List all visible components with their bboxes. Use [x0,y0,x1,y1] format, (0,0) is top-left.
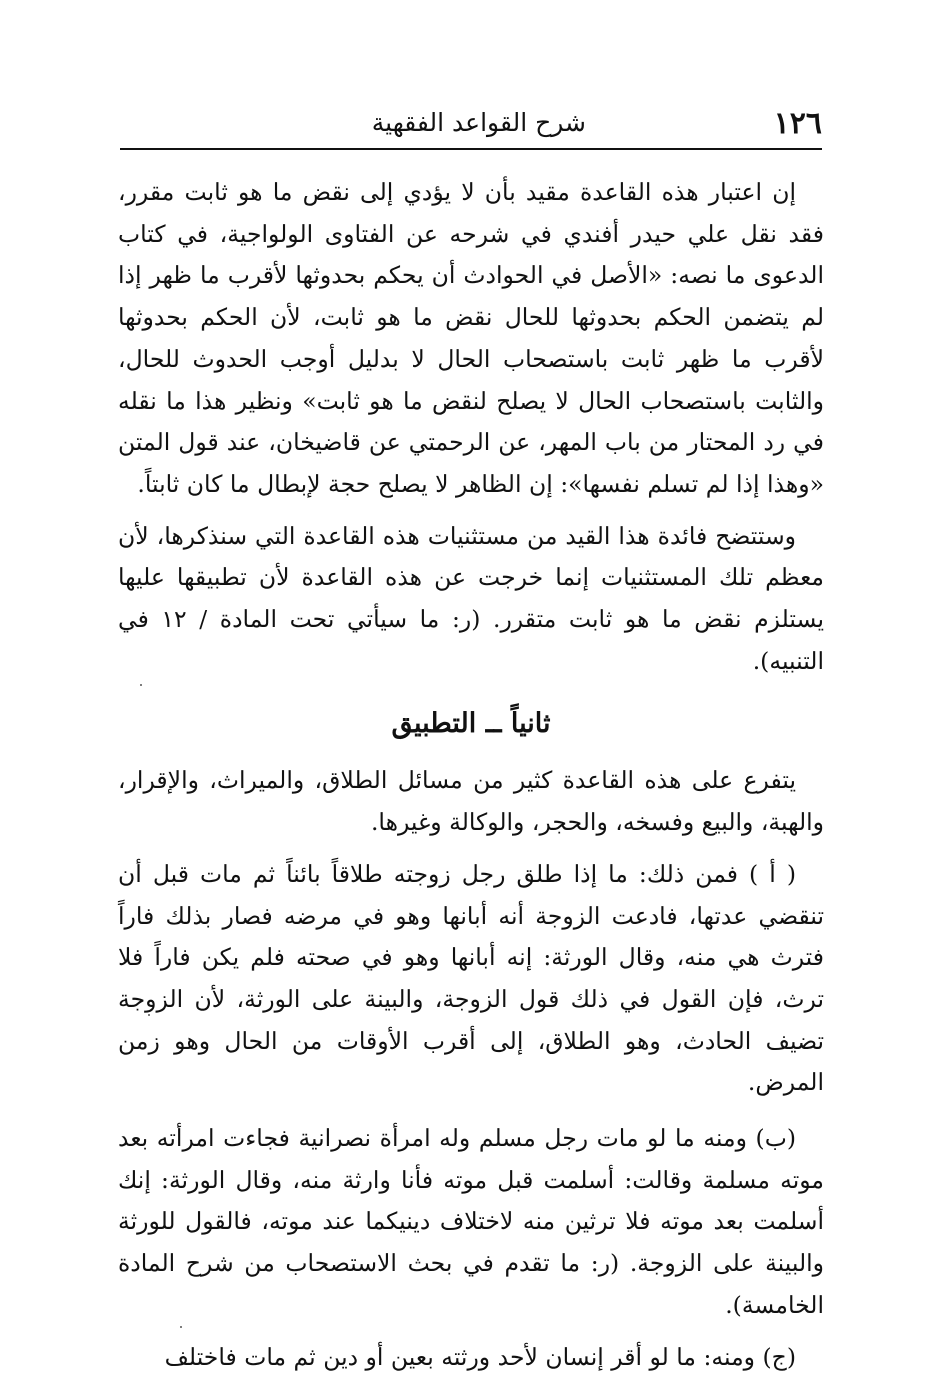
scan-speck [148,1014,150,1016]
page-body [118,172,824,1378]
paragraph-rule-condition: إن اعتبار هذه القاعدة مقيد بأن لا يؤدي إلى نقض ما هو ثابت مقرر، فقد نقل علي حيدر أفندي في شرحه عن الفتاوى الولواجية، في كتاب الدعوى ما نصه: «الأصل في الحوادث أن يحكم بحدوثها لأقرب ما ظهر إذا لم يتضمن الحكم بحدوثها للحال نقض ما هو ثابت، لأن الحكم بحدوثها لأقرب ما ظهر ثابت باستصحاب الحال لا بدليل أوجب الحدوث للحال، والثابت باستصحاب الحال لا يصلح لنقض ما هو ثابت» ونظير هذا ما نقله في رد المحتار من باب المهر، عن الرحمتي عن قاضيخان، عند قول المتن «وهذا إذا لم تسلم نفسها»: إن الظاهر لا يصلح حجة لإبطال ما كان ثابتاً. [118,178,824,498]
paragraph-example-a: ( أ ) فمن ذلك: ما إذا طلق رجل زوجته طلاقاً بائناً ثم مات قبل أن تنقضي عدتها، فادعت الزوجة أنه أبانها وهو في مرضه فصار بذلك فاراً فترث هي منه، وقال الورثة: إنه أبانها وهو في صحته فلم يكن فاراً فلا ترث، فإن القول في ذلك قول الزوجة، والبينة على الورثة، لأن الزوجة تضيف الحادث، وهو الطلاق، إلى أقرب الأوقات من الحال وهو زمن المرض. [118,859,824,1097]
scan-speck [140,684,142,686]
page-number: ١٢٦ [773,106,822,141]
running-title: شرح القواعد الفقهية [371,108,586,137]
section-heading: ثانياً ــ التطبيق [391,708,551,740]
paragraph-example-b: (ب) ومنه ما لو مات رجل مسلم وله امرأة نصرانية فجاءت امرأته بعد موته مسلمة وقالت: أسلمت قبل موته فأنا وارثة منه، وقال الورثة: إنك أسلمت بعد موته فلا ترثين منه لاختلاف دينيكما عند موته، فالقول للورثة والبينة على الزوجة. (ر: ما تقدم في بحث الاستصحاب من شرح المادة الخامسة). [118,1124,824,1319]
paragraph-application-intro: يتفرع على هذه القاعدة كثير من مسائل الطلاق، والميراث، والإقرار، والهبة، والبيع وفسخه، والحجر، والوكالة وغيرها. [118,766,824,837]
header-rule [120,148,822,150]
scan-speck [180,1326,182,1328]
page-header [120,104,822,148]
paragraph-example-c: (ج) ومنه: ما لو أقر إنسان لأحد ورثته بعين أو دين ثم مات فاختلف [164,1342,796,1371]
paragraph-exceptions-note: وستتضح فائدة هذا القيد من مستثنيات هذه القاعدة التي سنذكرها، لأن معظم تلك المستثنيات إنما خرجت عن هذه القاعدة لأن تطبيقها عليها يستلزم نقض ما هو ثابت متقرر. (ر: ما سيأتي تحت المادة / ١٢ في التنبيه). [118,521,824,675]
